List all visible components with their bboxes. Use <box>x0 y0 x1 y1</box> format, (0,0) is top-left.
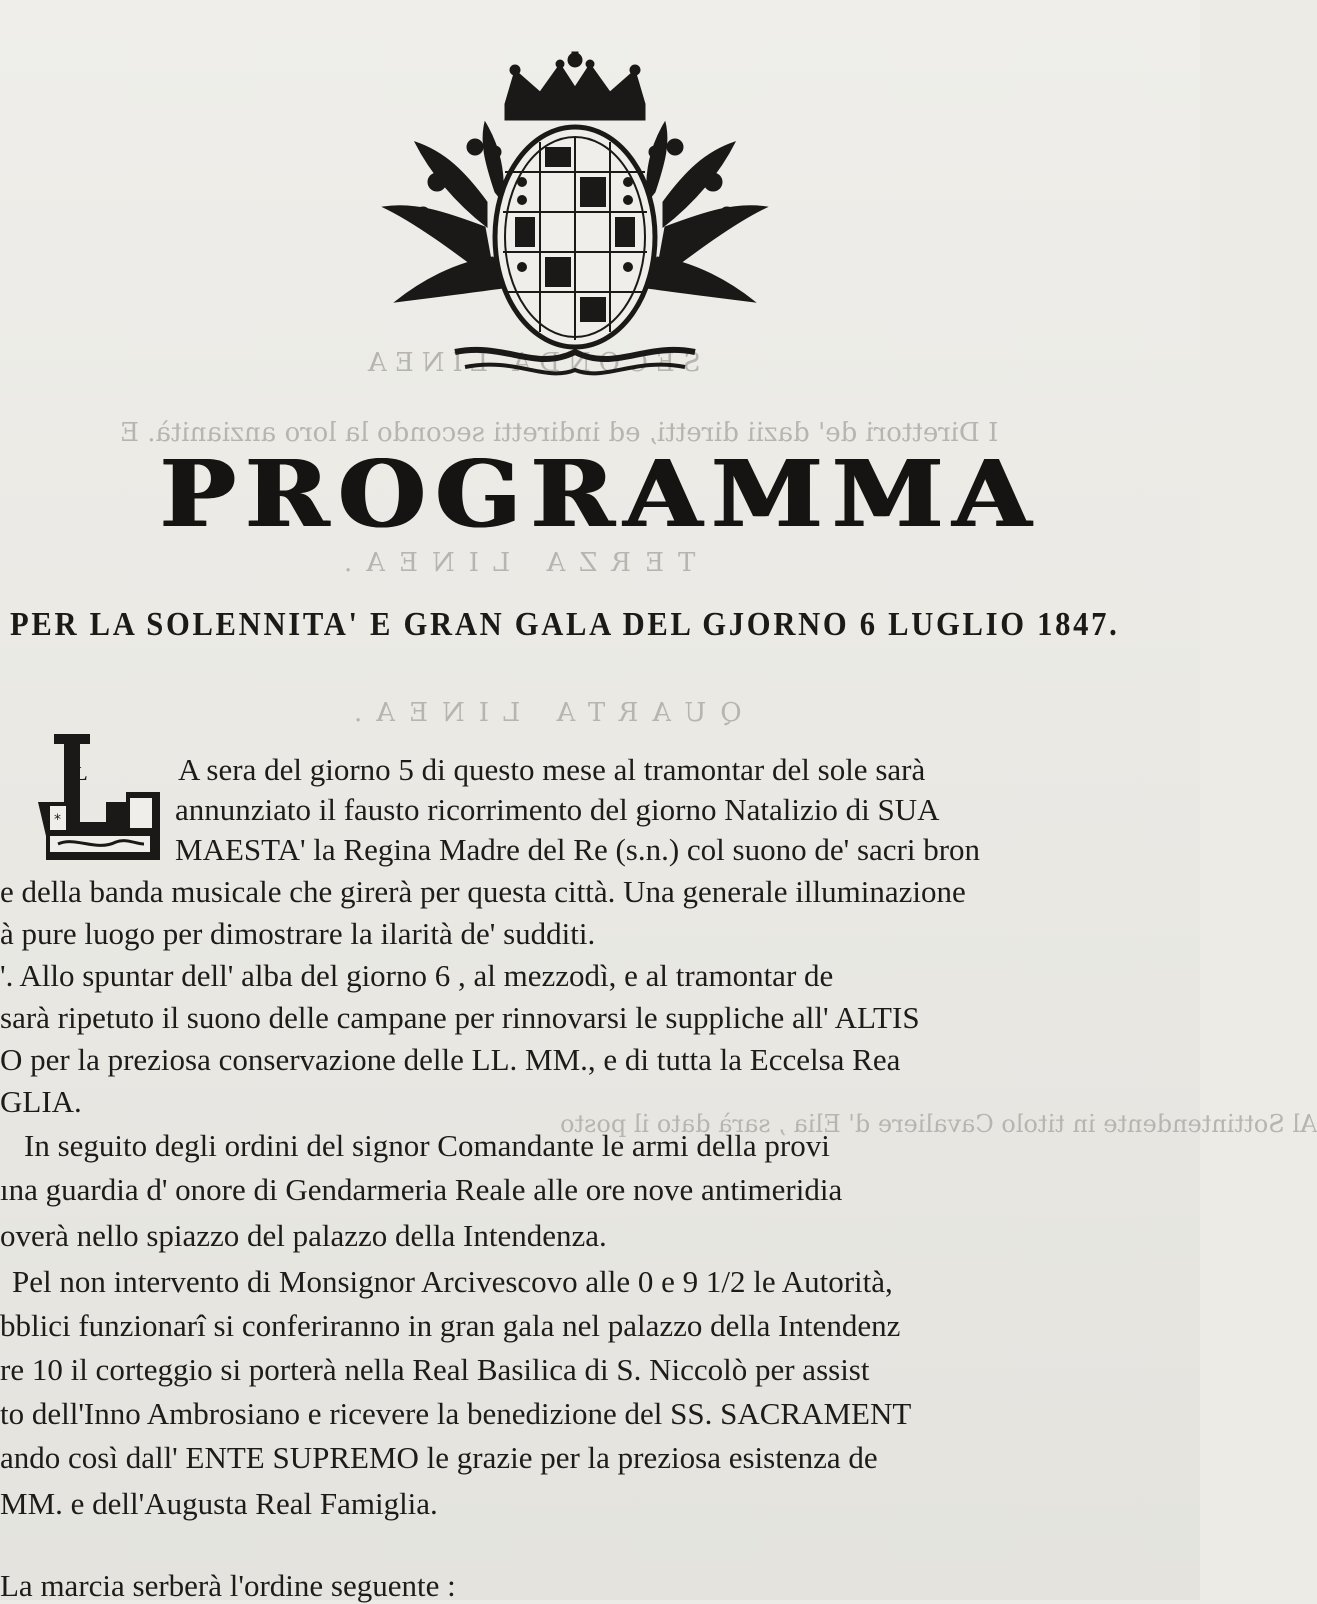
bleed-through-text: TERZA LINEA. <box>330 548 696 578</box>
document-title: PROGRAMMA <box>159 439 1041 549</box>
royal-coat-of-arms-emblem <box>375 52 775 392</box>
body-line: e della banda musicale che girerà per questa città. Una generale illuminazione <box>0 874 966 909</box>
body-line: à pure luogo per dimostrare la ilarità de' sudditi. <box>0 916 596 951</box>
body-line: bblici funzionarî si conferiranno in gran gala nel palazzo della Intendenz <box>0 1308 901 1343</box>
body-line: annunziato il fausto ricorrimento del giorno Natalizio di SUA <box>175 792 940 827</box>
body-line: sarà ripetuto il suono delle campane per rinnovarsi le suppliche all' ALTIS <box>0 1000 920 1035</box>
body-line: overà nello spiazzo del palazzo della Intendenza. <box>0 1218 607 1253</box>
body-line: re 10 il corteggio si porterà nella Real Basilica di S. Niccolò per assist <box>0 1352 870 1387</box>
svg-text:*: * <box>54 812 61 828</box>
bleed-through-text: I Direttori de' dazii diretti, ed indiretti secondo la loro anzianità. E <box>120 418 999 448</box>
body-line: MAESTA' la Regina Madre del Re (s.n.) col suono de' sacri bron <box>175 832 981 867</box>
bleed-through-text: Al Sottintendente in titolo Cavaliere d' Elia , sarà dato il posto <box>560 1110 1317 1138</box>
body-line: ına guardia d' onore di Gendarmeria Reale alle ore nove antimeridia <box>0 1172 843 1207</box>
dropcap-letter: L <box>74 763 88 785</box>
decorative-dropcap-letter <box>36 732 164 864</box>
body-line: Pel non intervento di Monsignor Arcivescovo alle 0 e 9 1/2 le Autorità, <box>12 1264 893 1299</box>
body-line: ando così dall' ENTE SUPREMO le grazie per la preziosa esistenza de <box>0 1440 878 1475</box>
body-line: La marcia serberà l'ordine seguente : <box>0 1568 456 1603</box>
body-line: In seguito degli ordini del signor Comandante le armi della provi <box>24 1128 830 1163</box>
document-subtitle: PER LA SOLENNITA' E GRAN GALA DEL GJORNO 6 LUGLIO 1847. <box>10 606 1120 643</box>
body-line: '. Allo spuntar dell' alba del giorno 6 , al mezzodì, e al tramontar de <box>0 958 834 993</box>
bleed-through-text: QUARTA LINEA. <box>340 698 742 728</box>
body-line: O per la preziosa conservazione delle LL. MM., e di tutta la Eccelsa Rea <box>0 1042 901 1077</box>
body-line: A sera del giorno 5 di questo mese al tramontar del sole sarà <box>178 752 926 787</box>
bleed-through-text: SECONDA LINEA <box>360 348 701 378</box>
body-line: MM. e dell'Augusta Real Famiglia. <box>0 1486 438 1521</box>
body-line: to dell'Inno Ambrosiano e ricevere la benedizione del SS. SACRAMENT <box>0 1396 912 1431</box>
body-line: GLIA. <box>0 1084 82 1119</box>
